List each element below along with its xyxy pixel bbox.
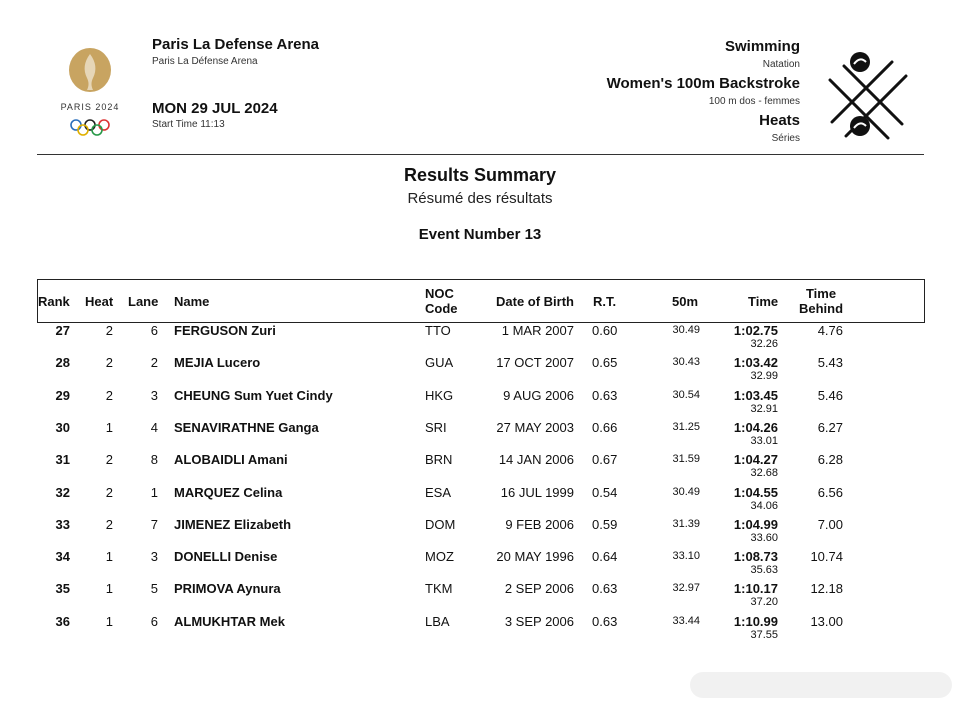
cell-rt: 0.63 — [592, 388, 618, 403]
cell-rt: 0.60 — [592, 323, 618, 338]
cell-behind: 6.56 — [817, 485, 843, 500]
cell-time: 1:04.26 — [733, 420, 778, 435]
paris-2024-logo — [58, 46, 122, 142]
cell-dob: 27 MAY 2003 — [496, 420, 574, 435]
cell-lane: 6 — [150, 614, 158, 629]
cell-time: 1:02.75 — [733, 323, 778, 338]
cell-heat: 1 — [105, 420, 113, 435]
cell-dob: 14 JAN 2006 — [498, 452, 574, 467]
cell-behind: 6.28 — [817, 452, 843, 467]
cell-lane: 3 — [150, 388, 158, 403]
cell-heat: 2 — [105, 517, 113, 532]
cell-time: 1:04.55 — [733, 485, 778, 500]
cell-rank: 34 — [55, 549, 70, 564]
cell-name: PRIMOVA Aynura — [174, 581, 281, 596]
cell-lane: 6 — [150, 323, 158, 338]
cell-lane: 7 — [150, 517, 158, 532]
cell-behind: 7.00 — [817, 517, 843, 532]
cell-split2: 37.20 — [750, 596, 778, 608]
cell-rank: 28 — [55, 355, 70, 370]
cell-name: DONELLI Denise — [174, 549, 278, 564]
cell-name: MARQUEZ Celina — [174, 485, 283, 500]
cell-time: 1:03.42 — [733, 355, 778, 370]
cell-split50: 33.44 — [672, 615, 700, 627]
header-divider — [37, 154, 924, 155]
col-lane-header: Lane — [128, 294, 159, 309]
cell-lane: 5 — [150, 581, 158, 596]
venue-name: Paris La Defense Arena — [152, 36, 320, 53]
cell-behind: 6.27 — [817, 420, 843, 435]
cell-time: 1:10.99 — [733, 614, 778, 629]
cell-split50: 33.10 — [672, 550, 700, 562]
sport-name-fr: Natation — [762, 59, 800, 70]
cell-split50: 30.49 — [672, 324, 700, 336]
cell-heat: 2 — [105, 388, 113, 403]
watermark-strip — [690, 672, 952, 698]
cell-rank: 33 — [55, 517, 70, 532]
col-dob-header: Date of Birth — [496, 294, 574, 309]
cell-noc: LBA — [425, 614, 450, 629]
cell-heat: 2 — [105, 452, 113, 467]
logo-text: PARIS 2024 — [60, 102, 120, 112]
cell-split50: 31.25 — [672, 421, 700, 433]
cell-rt: 0.63 — [592, 581, 618, 596]
cell-name: ALMUKHTAR Mek — [174, 614, 285, 629]
cell-dob: 9 AUG 2006 — [503, 388, 574, 403]
event-name-fr: 100 m dos - femmes — [708, 96, 800, 107]
col-noc-header — [425, 286, 458, 316]
col-rank-header: Rank — [38, 294, 70, 309]
cell-name: ALOBAIDLI Amani — [174, 452, 288, 467]
col-behind-header-line2: Behind — [798, 301, 844, 316]
cell-name: CHEUNG Sum Yuet Cindy — [174, 388, 333, 403]
cell-dob: 3 SEP 2006 — [504, 614, 574, 629]
cell-heat: 1 — [105, 549, 113, 564]
cell-rank: 32 — [55, 485, 70, 500]
col-time-header: Time — [748, 294, 779, 309]
cell-split2: 33.01 — [750, 435, 778, 447]
cell-noc: GUA — [425, 355, 454, 370]
cell-time: 1:10.17 — [733, 581, 778, 596]
cell-dob: 2 SEP 2006 — [504, 581, 574, 596]
col-rt-header: R.T. — [593, 294, 617, 309]
cell-lane: 1 — [150, 485, 158, 500]
col-noc-header-line2: Code — [425, 301, 458, 316]
col-behind-header — [794, 286, 848, 316]
cell-noc: TTO — [425, 323, 451, 338]
cell-noc: TKM — [425, 581, 453, 596]
cell-heat: 2 — [105, 355, 113, 370]
cell-behind: 4.76 — [817, 323, 843, 338]
col-heat-header: Heat — [85, 294, 114, 309]
cell-rt: 0.67 — [592, 452, 618, 467]
cell-split2: 32.26 — [750, 338, 778, 350]
cell-name: JIMENEZ Elizabeth — [174, 517, 292, 532]
phase-name: Heats — [759, 112, 800, 129]
cell-dob: 1 MAR 2007 — [501, 323, 574, 338]
cell-behind: 13.00 — [810, 614, 843, 629]
cell-rt: 0.64 — [592, 549, 618, 564]
cell-dob: 20 MAY 1996 — [496, 549, 574, 564]
cell-time: 1:03.45 — [733, 388, 778, 403]
cell-split2: 35.63 — [750, 564, 778, 576]
cell-behind: 12.18 — [810, 581, 843, 596]
cell-split50: 30.49 — [672, 486, 700, 498]
venue-name-fr: Paris La Défense Arena — [152, 56, 258, 67]
cell-split50: 31.39 — [672, 518, 700, 530]
cell-name: SENAVIRATHNE Ganga — [174, 420, 319, 435]
cell-split2: 34.06 — [750, 500, 778, 512]
table-header — [37, 279, 925, 323]
cell-lane: 2 — [150, 355, 158, 370]
cell-dob: 9 FEB 2006 — [505, 517, 574, 532]
cell-lane: 4 — [150, 420, 158, 435]
col-50m-header: 50m — [672, 294, 699, 309]
cell-behind: 5.43 — [817, 355, 843, 370]
page-title: Results Summary — [403, 165, 557, 185]
cell-split2: 33.60 — [750, 532, 778, 544]
cell-lane: 8 — [150, 452, 158, 467]
cell-time: 1:04.27 — [733, 452, 778, 467]
swimming-pictogram-icon — [824, 50, 910, 140]
cell-split50: 30.43 — [672, 356, 700, 368]
cell-behind: 5.46 — [817, 388, 843, 403]
col-name-header: Name — [174, 294, 210, 309]
cell-dob: 17 OCT 2007 — [496, 355, 574, 370]
cell-rt: 0.59 — [592, 517, 618, 532]
event-name: Women's 100m Backstroke — [606, 75, 800, 92]
page-title-fr: Résumé des résultats — [407, 190, 553, 207]
cell-rank: 30 — [55, 420, 70, 435]
cell-rank: 29 — [55, 388, 70, 403]
cell-split50: 31.59 — [672, 453, 700, 465]
col-behind-header-line1: Time — [805, 286, 837, 301]
cell-name: FERGUSON Zuri — [174, 323, 276, 338]
cell-heat: 1 — [105, 581, 113, 596]
cell-dob: 16 JUL 1999 — [500, 485, 574, 500]
sport-name: Swimming — [724, 38, 800, 55]
cell-rank: 36 — [55, 614, 70, 629]
event-number: Event Number 13 — [418, 226, 542, 243]
cell-time: 1:08.73 — [733, 549, 778, 564]
cell-rt: 0.54 — [592, 485, 618, 500]
start-time: Start Time 11:13 — [152, 119, 225, 130]
phase-name-fr: Séries — [771, 133, 800, 144]
cell-rt: 0.65 — [592, 355, 618, 370]
cell-split50: 32.97 — [672, 582, 700, 594]
cell-split50: 30.54 — [672, 389, 700, 401]
cell-noc: MOZ — [425, 549, 454, 564]
cell-split2: 32.99 — [750, 370, 778, 382]
cell-behind: 10.74 — [810, 549, 843, 564]
cell-heat: 2 — [105, 323, 113, 338]
cell-time: 1:04.99 — [733, 517, 778, 532]
cell-heat: 1 — [105, 614, 113, 629]
cell-rt: 0.66 — [592, 420, 618, 435]
cell-noc: ESA — [425, 485, 452, 500]
cell-rank: 31 — [55, 452, 70, 467]
cell-heat: 2 — [105, 485, 113, 500]
cell-rt: 0.63 — [592, 614, 618, 629]
cell-name: MEJIA Lucero — [174, 355, 261, 370]
cell-split2: 32.68 — [750, 467, 778, 479]
event-date: MON 29 JUL 2024 — [152, 100, 278, 117]
cell-noc: BRN — [425, 452, 453, 467]
cell-noc: HKG — [425, 388, 454, 403]
cell-rank: 35 — [55, 581, 70, 596]
col-noc-header-line1: NOC — [425, 286, 454, 301]
cell-rank: 27 — [55, 323, 70, 338]
cell-split2: 37.55 — [750, 629, 778, 641]
cell-noc: DOM — [425, 517, 456, 532]
cell-lane: 3 — [150, 549, 158, 564]
cell-split2: 32.91 — [750, 403, 778, 415]
cell-noc: SRI — [425, 420, 447, 435]
